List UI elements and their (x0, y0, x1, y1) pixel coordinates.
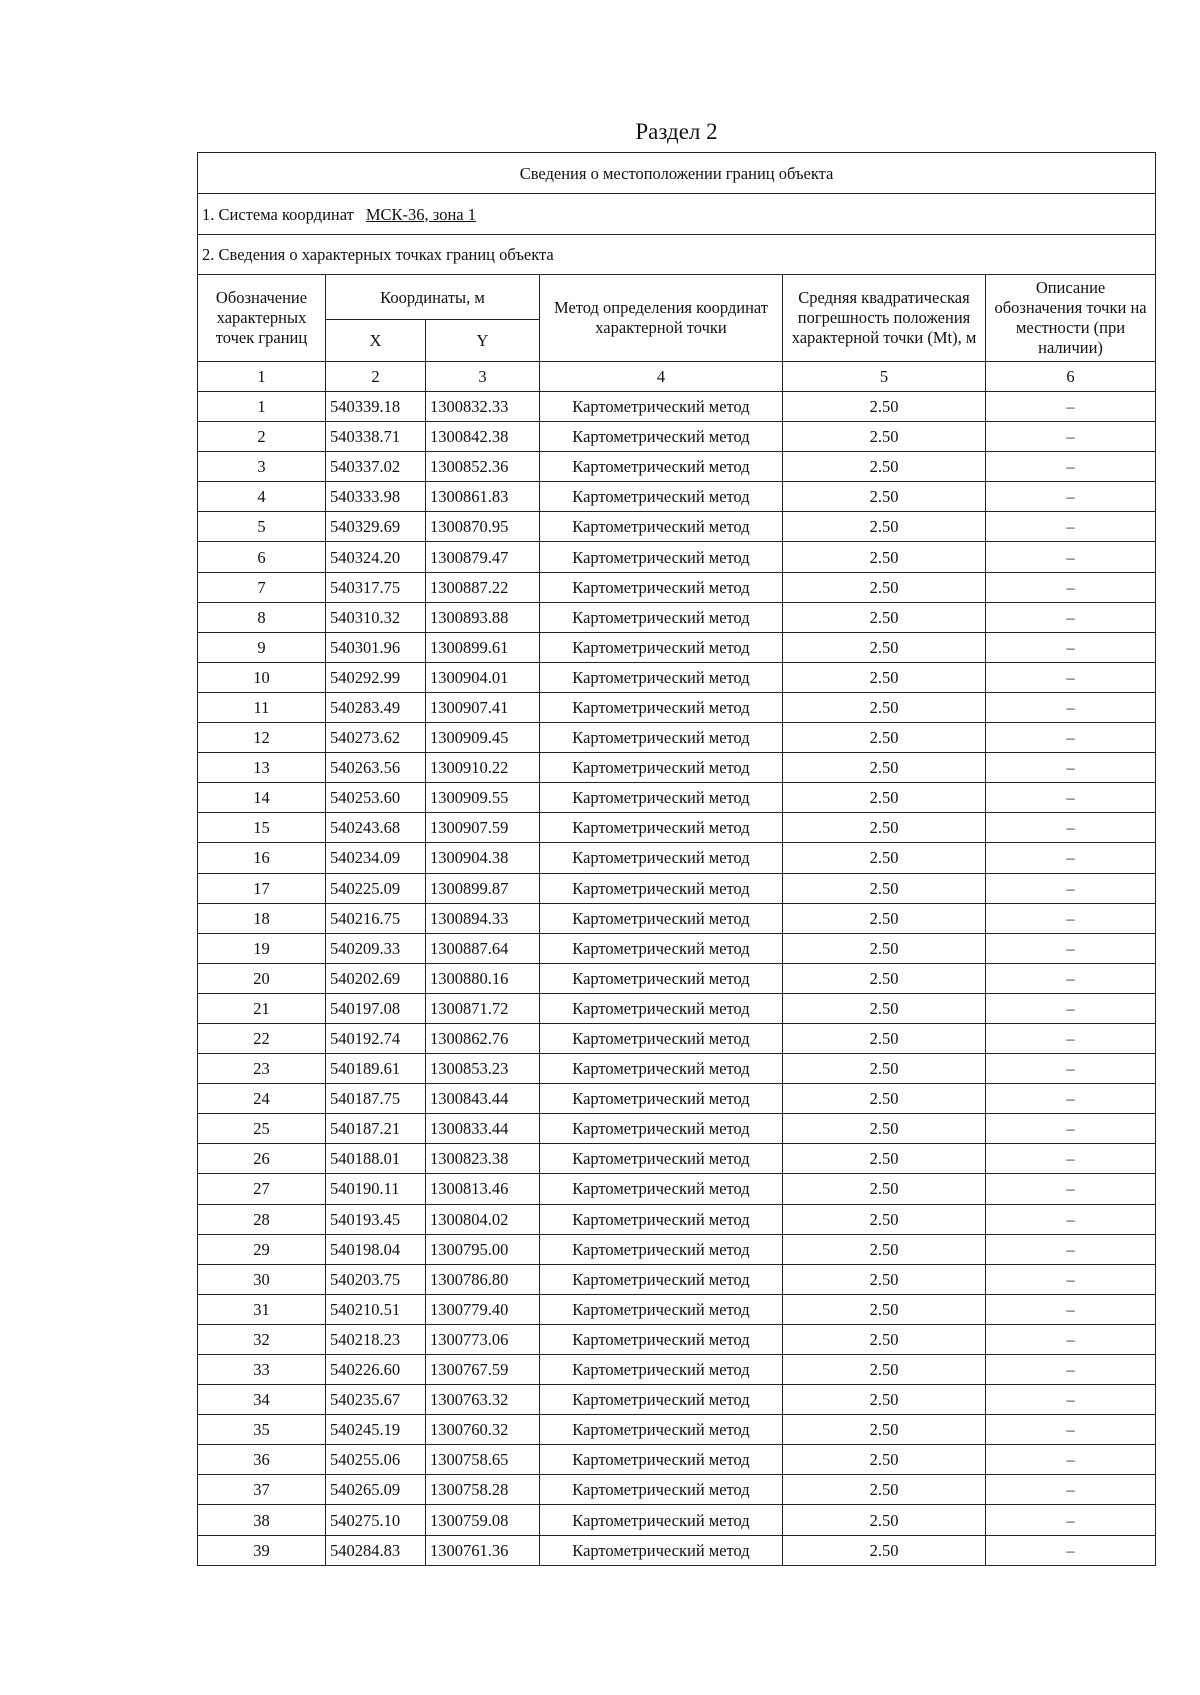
description: – (986, 1445, 1156, 1475)
description: – (986, 1234, 1156, 1264)
table-row (198, 572, 1156, 602)
description: – (986, 753, 1156, 783)
coord-y: 1300852.36 (426, 452, 540, 482)
coord-x: 540187.21 (326, 1114, 426, 1144)
table-row (198, 933, 1156, 963)
point-number: 23 (198, 1054, 326, 1084)
column-number: 5 (783, 362, 986, 392)
coord-y: 1300861.83 (426, 482, 540, 512)
coord-y: 1300893.88 (426, 602, 540, 632)
coord-y: 1300823.38 (426, 1144, 540, 1174)
method: Картометрический метод (540, 1023, 783, 1053)
coord-x: 540338.71 (326, 422, 426, 452)
coord-y: 1300760.32 (426, 1415, 540, 1445)
coord-y: 1300894.33 (426, 903, 540, 933)
header-x: X (326, 320, 426, 362)
description: – (986, 1505, 1156, 1535)
column-number: 6 (986, 362, 1156, 392)
table-row (198, 542, 1156, 572)
point-number: 27 (198, 1174, 326, 1204)
header-designation: Обозначение характерных точек границ (198, 275, 326, 362)
error-mt: 2.50 (783, 1084, 986, 1114)
method: Картометрический метод (540, 813, 783, 843)
coord-y: 1300804.02 (426, 1204, 540, 1234)
point-number: 3 (198, 452, 326, 482)
table-row (198, 692, 1156, 722)
coord-x: 540245.19 (326, 1415, 426, 1445)
description: – (986, 1023, 1156, 1053)
point-number: 39 (198, 1535, 326, 1565)
coord-x: 540209.33 (326, 933, 426, 963)
point-number: 18 (198, 903, 326, 933)
coord-y: 1300833.44 (426, 1114, 540, 1144)
error-mt: 2.50 (783, 993, 986, 1023)
description: – (986, 1415, 1156, 1445)
column-number: 2 (326, 362, 426, 392)
coord-x: 540324.20 (326, 542, 426, 572)
coord-y: 1300795.00 (426, 1234, 540, 1264)
method: Картометрический метод (540, 542, 783, 572)
point-number: 35 (198, 1415, 326, 1445)
point-number: 10 (198, 662, 326, 692)
error-mt: 2.50 (783, 512, 986, 542)
header-y: Y (426, 320, 540, 362)
coord-x: 540339.18 (326, 392, 426, 422)
coord-y: 1300871.72 (426, 993, 540, 1023)
description: – (986, 1204, 1156, 1234)
coord-x: 540216.75 (326, 903, 426, 933)
method: Картометрический метод (540, 1475, 783, 1505)
point-number: 1 (198, 392, 326, 422)
table-row (198, 452, 1156, 482)
method: Картометрический метод (540, 692, 783, 722)
column-number: 4 (540, 362, 783, 392)
coord-y: 1300899.87 (426, 873, 540, 903)
coord-y: 1300763.32 (426, 1385, 540, 1415)
error-mt: 2.50 (783, 1505, 986, 1535)
coord-y: 1300909.55 (426, 783, 540, 813)
coord-x: 540243.68 (326, 813, 426, 843)
method: Картометрический метод (540, 392, 783, 422)
point-number: 28 (198, 1204, 326, 1234)
table-row (198, 422, 1156, 452)
coord-x: 540263.56 (326, 753, 426, 783)
method: Картометрический метод (540, 1535, 783, 1565)
description: – (986, 422, 1156, 452)
description: – (986, 933, 1156, 963)
method: Картометрический метод (540, 1294, 783, 1324)
error-mt: 2.50 (783, 542, 986, 572)
method: Картометрический метод (540, 1445, 783, 1475)
method: Картометрический метод (540, 873, 783, 903)
table-row (198, 843, 1156, 873)
point-number: 14 (198, 783, 326, 813)
table-row (198, 602, 1156, 632)
coord-y: 1300761.36 (426, 1535, 540, 1565)
coord-x: 540210.51 (326, 1294, 426, 1324)
header-method: Метод определения координат характерной точки (540, 275, 783, 362)
method: Картометрический метод (540, 1054, 783, 1084)
point-number: 25 (198, 1114, 326, 1144)
table-row (198, 963, 1156, 993)
point-number: 36 (198, 1445, 326, 1475)
table-row (198, 1084, 1156, 1114)
coord-x: 540203.75 (326, 1264, 426, 1294)
description: – (986, 1174, 1156, 1204)
table-row (198, 1355, 1156, 1385)
method: Картометрический метод (540, 1324, 783, 1354)
error-mt: 2.50 (783, 1054, 986, 1084)
method: Картометрический метод (540, 1415, 783, 1445)
coord-x: 540265.09 (326, 1475, 426, 1505)
point-number: 16 (198, 843, 326, 873)
point-number: 30 (198, 1264, 326, 1294)
point-number: 38 (198, 1505, 326, 1535)
header-error: Средняя квадратическая погрешность положения характерной точки (Mt), м (783, 275, 986, 362)
coord-y: 1300879.47 (426, 542, 540, 572)
description: – (986, 1084, 1156, 1114)
point-number: 22 (198, 1023, 326, 1053)
table-row (198, 1535, 1156, 1565)
point-number: 15 (198, 813, 326, 843)
method: Картометрический метод (540, 933, 783, 963)
error-mt: 2.50 (783, 1355, 986, 1385)
coord-y: 1300910.22 (426, 753, 540, 783)
table-title-row (198, 153, 1156, 194)
error-mt: 2.50 (783, 963, 986, 993)
point-number: 13 (198, 753, 326, 783)
description: – (986, 1324, 1156, 1354)
error-mt: 2.50 (783, 1445, 986, 1475)
table-row (198, 1505, 1156, 1535)
coord-x: 540187.75 (326, 1084, 426, 1114)
coord-y: 1300887.22 (426, 572, 540, 602)
coord-x: 540234.09 (326, 843, 426, 873)
column-numbers-row (198, 362, 1156, 392)
coord-y: 1300904.38 (426, 843, 540, 873)
method: Картометрический метод (540, 572, 783, 602)
table-row (198, 873, 1156, 903)
coord-x: 540190.11 (326, 1174, 426, 1204)
table-row (198, 1023, 1156, 1053)
point-number: 24 (198, 1084, 326, 1114)
coord-x: 540292.99 (326, 662, 426, 692)
method: Картометрический метод (540, 783, 783, 813)
error-mt: 2.50 (783, 392, 986, 422)
error-mt: 2.50 (783, 1114, 986, 1144)
description: – (986, 632, 1156, 662)
coord-y: 1300758.65 (426, 1445, 540, 1475)
table-row (198, 783, 1156, 813)
error-mt: 2.50 (783, 602, 986, 632)
method: Картометрический метод (540, 632, 783, 662)
description: – (986, 1144, 1156, 1174)
method: Картометрический метод (540, 1174, 783, 1204)
point-number: 11 (198, 692, 326, 722)
point-number: 20 (198, 963, 326, 993)
coord-x: 540310.32 (326, 602, 426, 632)
method: Картометрический метод (540, 1234, 783, 1264)
error-mt: 2.50 (783, 1324, 986, 1354)
coord-x: 540197.08 (326, 993, 426, 1023)
coord-x: 540337.02 (326, 452, 426, 482)
point-number: 5 (198, 512, 326, 542)
table-row (198, 1294, 1156, 1324)
description: – (986, 903, 1156, 933)
column-number: 3 (426, 362, 540, 392)
method: Картометрический метод (540, 512, 783, 542)
description: – (986, 813, 1156, 843)
table-row (198, 993, 1156, 1023)
coord-x: 540273.62 (326, 723, 426, 753)
method: Картометрический метод (540, 903, 783, 933)
table-row (198, 1475, 1156, 1505)
table-title: Сведения о местоположении границ объекта (198, 153, 1156, 194)
coord-x: 540317.75 (326, 572, 426, 602)
method: Картометрический метод (540, 963, 783, 993)
error-mt: 2.50 (783, 1234, 986, 1264)
description: – (986, 1114, 1156, 1144)
description: – (986, 1355, 1156, 1385)
coord-y: 1300909.45 (426, 723, 540, 753)
point-number: 31 (198, 1294, 326, 1324)
table-row (198, 1445, 1156, 1475)
table-row (198, 512, 1156, 542)
coord-x: 540253.60 (326, 783, 426, 813)
description: – (986, 542, 1156, 572)
coord-y: 1300759.08 (426, 1505, 540, 1535)
point-number: 29 (198, 1234, 326, 1264)
error-mt: 2.50 (783, 933, 986, 963)
coord-y: 1300899.61 (426, 632, 540, 662)
table-row (198, 903, 1156, 933)
coord-y: 1300870.95 (426, 512, 540, 542)
point-number: 6 (198, 542, 326, 572)
coord-y: 1300832.33 (426, 392, 540, 422)
error-mt: 2.50 (783, 843, 986, 873)
coord-x: 540301.96 (326, 632, 426, 662)
coord-x: 540333.98 (326, 482, 426, 512)
error-mt: 2.50 (783, 1023, 986, 1053)
coord-x: 540284.83 (326, 1535, 426, 1565)
coord-x: 540225.09 (326, 873, 426, 903)
point-number: 37 (198, 1475, 326, 1505)
coord-system-label: 1. Система координат (202, 204, 354, 224)
error-mt: 2.50 (783, 873, 986, 903)
error-mt: 2.50 (783, 1294, 986, 1324)
coord-system-cell (198, 194, 1156, 235)
method: Картометрический метод (540, 1084, 783, 1114)
table-row (198, 813, 1156, 843)
point-number: 33 (198, 1355, 326, 1385)
point-number: 19 (198, 933, 326, 963)
error-mt: 2.50 (783, 1144, 986, 1174)
method: Картометрический метод (540, 602, 783, 632)
header-coordinates: Координаты, м (326, 275, 540, 320)
point-number: 17 (198, 873, 326, 903)
error-mt: 2.50 (783, 903, 986, 933)
error-mt: 2.50 (783, 422, 986, 452)
error-mt: 2.50 (783, 662, 986, 692)
error-mt: 2.50 (783, 1264, 986, 1294)
coord-y: 1300907.59 (426, 813, 540, 843)
method: Картометрический метод (540, 723, 783, 753)
table-row (198, 753, 1156, 783)
coord-y: 1300843.44 (426, 1084, 540, 1114)
method: Картометрический метод (540, 1264, 783, 1294)
coord-y: 1300880.16 (426, 963, 540, 993)
point-number: 21 (198, 993, 326, 1023)
coord-y: 1300907.41 (426, 692, 540, 722)
points-heading-row (198, 235, 1156, 275)
point-number: 34 (198, 1385, 326, 1415)
description: – (986, 692, 1156, 722)
coord-x: 540202.69 (326, 963, 426, 993)
point-number: 9 (198, 632, 326, 662)
error-mt: 2.50 (783, 813, 986, 843)
table-row (198, 1204, 1156, 1234)
table-row (198, 1054, 1156, 1084)
coord-x: 540198.04 (326, 1234, 426, 1264)
description: – (986, 843, 1156, 873)
description: – (986, 993, 1156, 1023)
coord-y: 1300773.06 (426, 1324, 540, 1354)
coord-y: 1300862.76 (426, 1023, 540, 1053)
coord-y: 1300904.01 (426, 662, 540, 692)
description: – (986, 783, 1156, 813)
table-row (198, 1114, 1156, 1144)
point-number: 32 (198, 1324, 326, 1354)
method: Картометрический метод (540, 1385, 783, 1415)
point-number: 7 (198, 572, 326, 602)
coord-y: 1300758.28 (426, 1475, 540, 1505)
table-row (198, 1234, 1156, 1264)
description: – (986, 392, 1156, 422)
coord-y: 1300786.80 (426, 1264, 540, 1294)
method: Картометрический метод (540, 993, 783, 1023)
boundary-table (197, 152, 1156, 1566)
coord-system-value: МСК-36, зона 1 (365, 204, 476, 224)
error-mt: 2.50 (783, 1415, 986, 1445)
method: Картометрический метод (540, 1204, 783, 1234)
method: Картометрический метод (540, 662, 783, 692)
coord-x: 540283.49 (326, 692, 426, 722)
table-row (198, 1174, 1156, 1204)
description: – (986, 963, 1156, 993)
table-row (198, 1415, 1156, 1445)
error-mt: 2.50 (783, 1174, 986, 1204)
description: – (986, 1054, 1156, 1084)
point-number: 12 (198, 723, 326, 753)
description: – (986, 512, 1156, 542)
description: – (986, 452, 1156, 482)
table-row (198, 1385, 1156, 1415)
method: Картометрический метод (540, 1144, 783, 1174)
description: – (986, 873, 1156, 903)
error-mt: 2.50 (783, 482, 986, 512)
coord-x: 540329.69 (326, 512, 426, 542)
points-heading: 2. Сведения о характерных точках границ объекта (198, 235, 1156, 275)
description: – (986, 1535, 1156, 1565)
method: Картометрический метод (540, 422, 783, 452)
coord-x: 540226.60 (326, 1355, 426, 1385)
coord-y: 1300842.38 (426, 422, 540, 452)
table-row (198, 1264, 1156, 1294)
description: – (986, 1475, 1156, 1505)
table-row (198, 723, 1156, 753)
error-mt: 2.50 (783, 1385, 986, 1415)
section-title: Раздел 2 (635, 119, 718, 144)
error-mt: 2.50 (783, 1535, 986, 1565)
description: – (986, 662, 1156, 692)
error-mt: 2.50 (783, 572, 986, 602)
coord-x: 540189.61 (326, 1054, 426, 1084)
error-mt: 2.50 (783, 452, 986, 482)
coord-y: 1300779.40 (426, 1294, 540, 1324)
method: Картометрический метод (540, 1355, 783, 1385)
error-mt: 2.50 (783, 632, 986, 662)
table-row (198, 392, 1156, 422)
coord-x: 540255.06 (326, 1445, 426, 1475)
coord-x: 540275.10 (326, 1505, 426, 1535)
coord-y: 1300813.46 (426, 1174, 540, 1204)
column-number: 1 (198, 362, 326, 392)
coord-y: 1300853.23 (426, 1054, 540, 1084)
coord-x: 540188.01 (326, 1144, 426, 1174)
error-mt: 2.50 (783, 783, 986, 813)
coord-x: 540193.45 (326, 1204, 426, 1234)
error-mt: 2.50 (783, 1475, 986, 1505)
coord-x: 540192.74 (326, 1023, 426, 1053)
header-row-1 (198, 275, 1156, 320)
description: – (986, 1294, 1156, 1324)
error-mt: 2.50 (783, 753, 986, 783)
point-number: 26 (198, 1144, 326, 1174)
method: Картометрический метод (540, 843, 783, 873)
point-number: 2 (198, 422, 326, 452)
description: – (986, 1385, 1156, 1415)
description: – (986, 602, 1156, 632)
error-mt: 2.50 (783, 723, 986, 753)
method: Картометрический метод (540, 753, 783, 783)
coord-y: 1300767.59 (426, 1355, 540, 1385)
error-mt: 2.50 (783, 692, 986, 722)
header-description: Описание обозначения точки на местности (при наличии) (986, 275, 1156, 362)
error-mt: 2.50 (783, 1204, 986, 1234)
coord-system-row (198, 194, 1156, 235)
method: Картометрический метод (540, 482, 783, 512)
method: Картометрический метод (540, 1505, 783, 1535)
method: Картометрический метод (540, 1114, 783, 1144)
method: Картометрический метод (540, 452, 783, 482)
table-row (198, 632, 1156, 662)
description: – (986, 482, 1156, 512)
table-row (198, 1324, 1156, 1354)
description: – (986, 723, 1156, 753)
point-number: 4 (198, 482, 326, 512)
coord-y: 1300887.64 (426, 933, 540, 963)
point-number: 8 (198, 602, 326, 632)
table-row (198, 482, 1156, 512)
table-row (198, 1144, 1156, 1174)
coord-x: 540218.23 (326, 1324, 426, 1354)
coord-x: 540235.67 (326, 1385, 426, 1415)
description: – (986, 572, 1156, 602)
description: – (986, 1264, 1156, 1294)
table-row (198, 662, 1156, 692)
